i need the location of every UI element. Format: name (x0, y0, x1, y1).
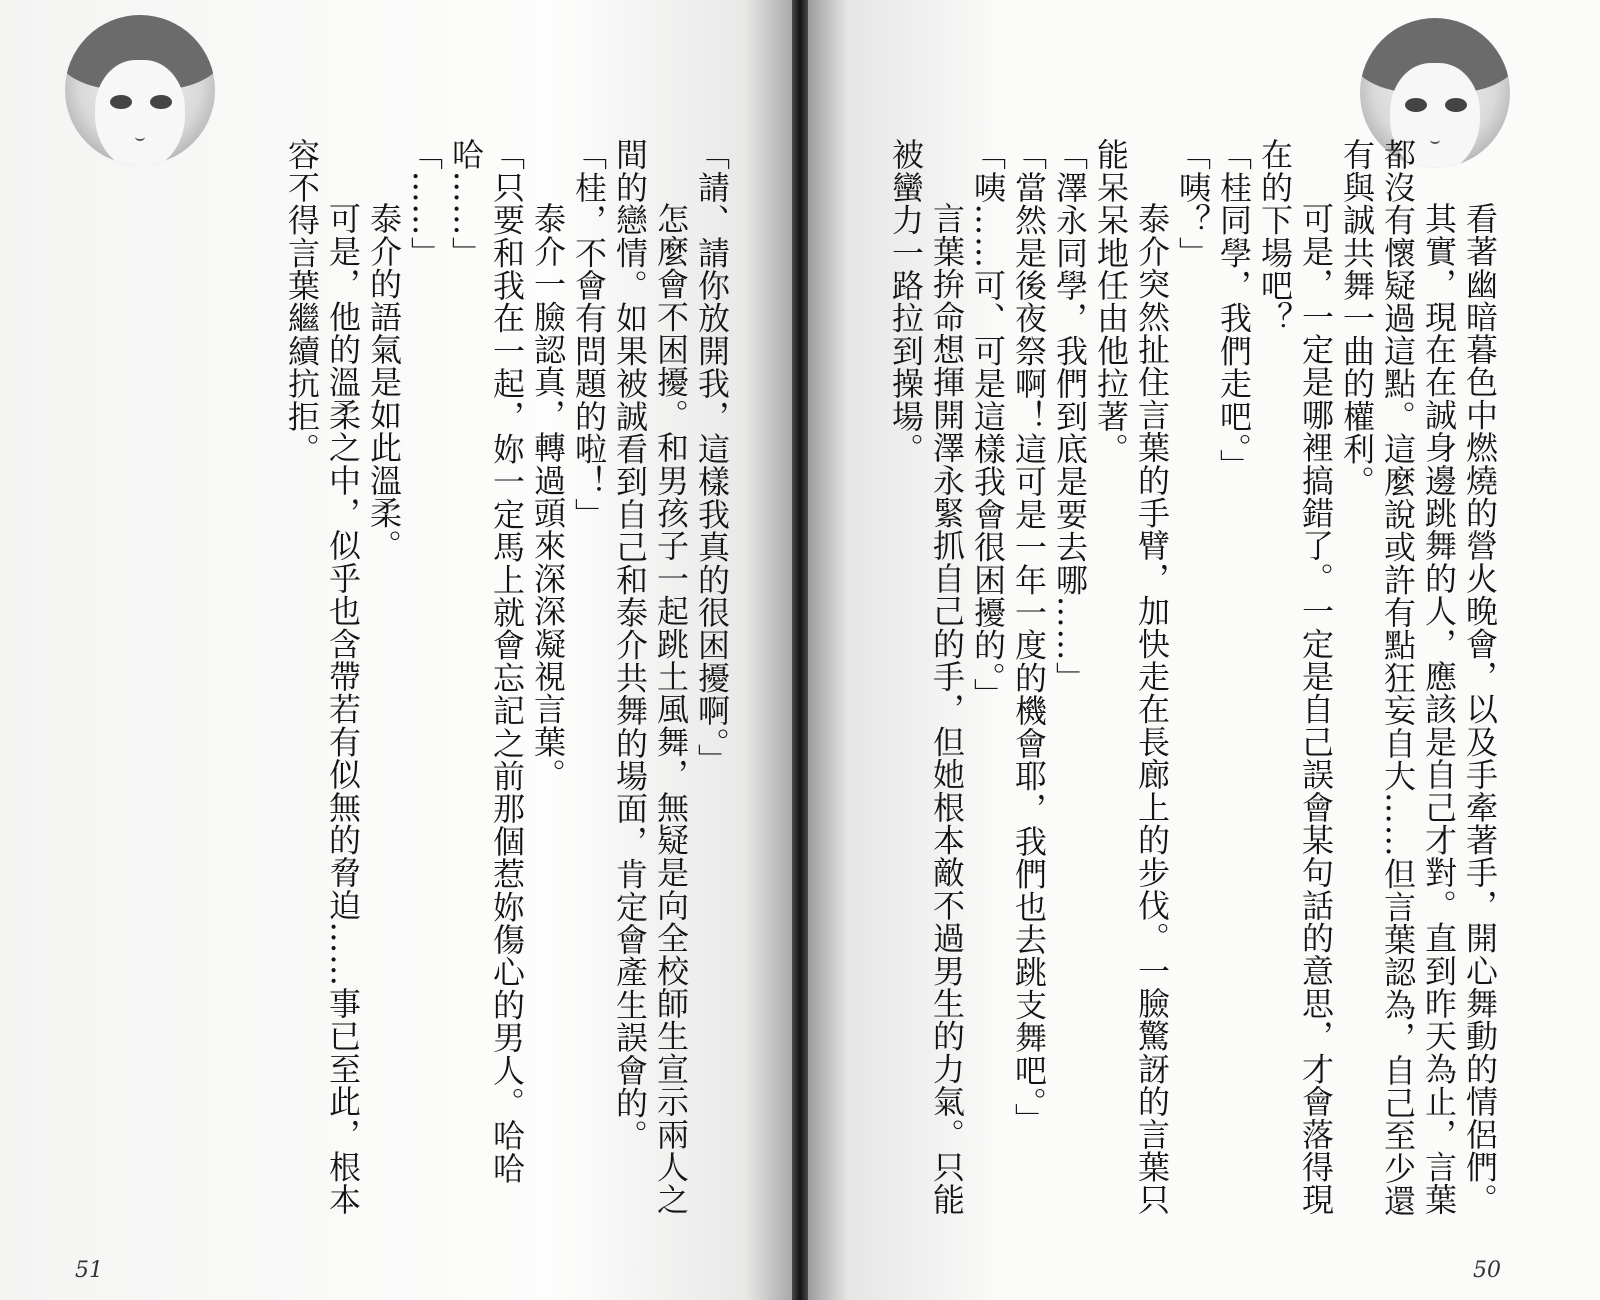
paragraph: 可是，一定是哪裡搞錯了。一定是自己誤會某句話的意思，才會落得現在的下場吧？ (1256, 138, 1335, 1216)
left-page (0, 0, 792, 1300)
paragraph: 「咦……可、可是這樣我會很困擾的。」 (969, 138, 1007, 711)
left-page-body-text (172, 138, 732, 1248)
paragraph: 泰介一臉認真，轉過頭來深深凝視言葉。 (529, 202, 567, 791)
page-number-left: 51 (75, 1258, 103, 1283)
paragraph: 「……」 (406, 138, 444, 269)
paragraph: 言葉拚命想揮開澤永緊抓自己的手，但她根本敵不過男生的力氣。只能被蠻力一路拉到操場。 (887, 138, 966, 1216)
paragraph: 泰介的語氣是如此溫柔。 (365, 202, 403, 562)
paragraph: 泰介突然扯住言葉的手臂，加快走在長廊上的步伐。一臉驚訝的言葉只能呆呆地任由他拉著。 (1092, 138, 1171, 1216)
paragraph: 「只要和我在一起，妳一定馬上就會忘記之前那個惹妳傷心的男人。哈哈哈……」 (447, 138, 526, 1185)
paragraph: 「桂同學，我們走吧。」 (1215, 138, 1253, 482)
book-gutter (792, 0, 808, 1300)
paragraph: 「澤永同學，我們到底是要去哪……」 (1051, 138, 1089, 694)
paragraph: 「當然是後夜祭啊！這可是一年一度的機會耶，我們也去跳支舞吧。」 (1010, 138, 1048, 1136)
paragraph: 可是，他的溫柔之中，似乎也含帶若有似無的脅迫……事已至此，根本容不得言葉繼續抗拒。 (283, 138, 362, 1216)
paragraph: 「咦？」 (1174, 138, 1212, 269)
paragraph: 其實，現在在誠身邊跳舞的人，應該是自己才對。直到昨天為止，言葉都沒有懷疑過這點。這麼說或許有點狂妄自大……但言葉認為，自己至少還有與誠共舞一曲的權利。 (1338, 138, 1458, 1218)
right-page (808, 0, 1600, 1300)
paragraph: 怎麼會不困擾。和男孩子一起跳土風舞，無疑是向全校師生宣示兩人之間的戀情。如果被誠看到自己和泰介共舞的場面，肯定會產生誤會的。 (611, 138, 690, 1216)
paragraph: 看著幽暗暮色中燃燒的營火晚會，以及手牽著手，開心舞動的情侶們。 (1461, 202, 1499, 1216)
right-page-body-text (840, 138, 1500, 1248)
paragraph: 「桂，不會有問題的啦！」 (570, 138, 608, 531)
paragraph: 「請、請你放開我，這樣我真的很困擾啊。」 (693, 138, 731, 776)
page-number-right: 50 (1473, 1258, 1501, 1283)
